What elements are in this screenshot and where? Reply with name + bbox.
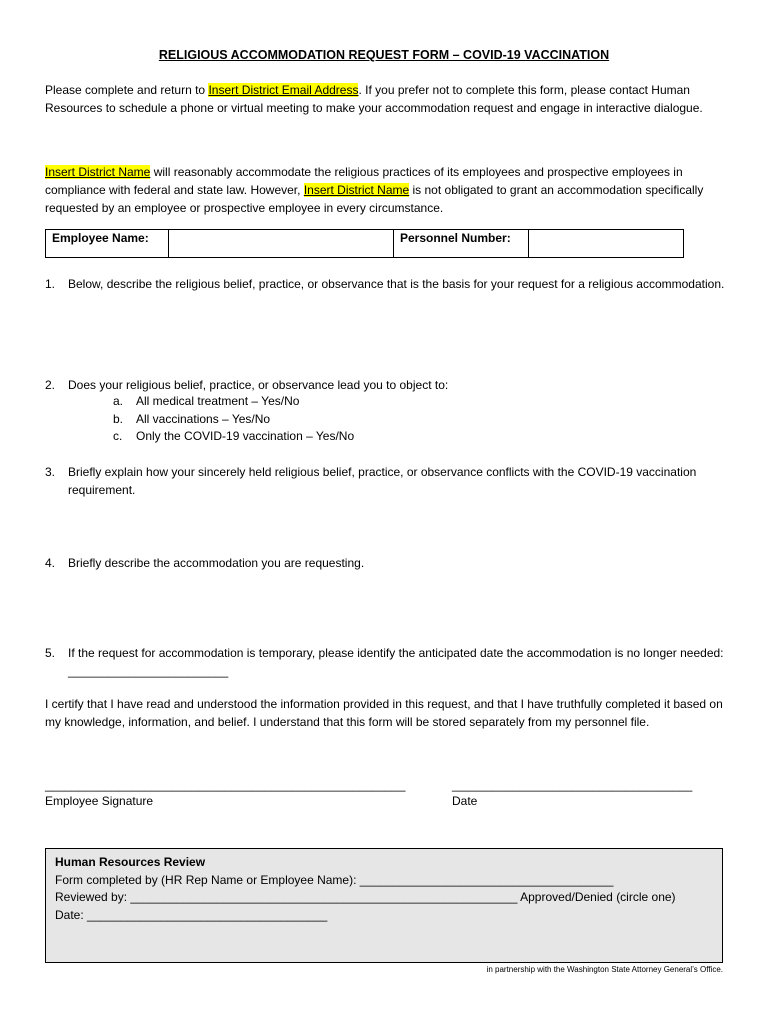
option-text: All vaccinations – Yes/No xyxy=(136,411,271,426)
hr-date-line[interactable]: Date: ____________________________________ xyxy=(55,907,328,922)
question-number: 4. xyxy=(45,556,56,570)
district-name-placeholder: Insert District Name xyxy=(45,165,151,179)
intro-paragraph xyxy=(45,81,725,117)
option-text: All medical treatment – Yes/No xyxy=(136,394,300,408)
option-c xyxy=(113,428,354,446)
question-text: Below, describe the religious belief, practice, or observance that is the basis for your request for a religious accommodation. xyxy=(68,277,725,291)
question-1 xyxy=(45,275,735,293)
question-text: Briefly explain how your sincerely held religious belief, practice, or observance conflicts with the COVID-19 vaccination requirement. xyxy=(68,465,697,497)
intro-text-start: Please complete and return to xyxy=(45,83,209,97)
hr-review-box xyxy=(45,848,723,963)
policy-text-middle: will reasonably accommodate the religious practices of its employees and prospective employees in compliance with federal and state law. However, xyxy=(45,165,683,197)
question-text: Briefly describe the accommodation you are requesting. xyxy=(68,556,365,570)
footer-credit: in partnership with the Washington State Attorney General’s Office. xyxy=(486,965,723,974)
employee-name-label: Employee Name: xyxy=(46,230,169,258)
personnel-number-field[interactable] xyxy=(529,230,684,258)
personnel-number-label: Personnel Number: xyxy=(394,230,529,258)
hr-review-heading: Human Resources Review xyxy=(55,855,206,869)
question-number: 2. xyxy=(45,378,56,392)
district-email-placeholder: Insert District Email Address xyxy=(208,83,359,97)
option-letter: a. xyxy=(113,394,124,408)
question-2-options xyxy=(113,393,354,446)
question-number: 5. xyxy=(45,646,56,660)
date-label: Date xyxy=(452,794,478,808)
employee-info-table xyxy=(45,229,684,258)
question-text: Does your religious belief, practice, or observance lead you to object to: xyxy=(68,378,449,392)
option-b xyxy=(113,411,354,429)
question-2 xyxy=(45,376,735,394)
form-title: RELIGIOUS ACCOMMODATION REQUEST FORM – COVID-19 VACCINATION xyxy=(158,48,610,62)
option-a xyxy=(113,393,354,411)
question-number: 3. xyxy=(45,465,56,479)
question-text: If the request for accommodation is temporary, please identify the anticipated date the accommodation is no longer needed: ________________________ xyxy=(68,646,724,678)
policy-text-end: is not obligated to grant an accommodation specifically requested by an employee or prospective employee in every circumstance. xyxy=(45,183,704,215)
option-letter: b. xyxy=(113,411,124,426)
certification-paragraph: I certify that I have read and understood the information provided in this request, and that I have truthfully completed it based on my knowledge, information, and belief. I understand that this form will be stored separately from my personnel file. xyxy=(45,697,723,729)
hr-form-completed-by-line[interactable]: Form completed by (HR Rep Name or Employee Name): ______________________________________ xyxy=(55,872,614,887)
hr-reviewed-by-line[interactable]: Reviewed by: __________________________________________________________ Approved/Denied (circle one) xyxy=(55,890,676,904)
signature-label: Employee Signature xyxy=(45,794,154,808)
option-letter: c. xyxy=(113,429,123,443)
question-number: 1. xyxy=(45,277,56,291)
option-text: Only the COVID-19 vaccination – Yes/No xyxy=(136,429,355,443)
question-5 xyxy=(45,644,735,680)
policy-paragraph xyxy=(45,163,725,217)
date-line[interactable]: ____________________________________ xyxy=(452,778,693,792)
question-4 xyxy=(45,554,735,572)
district-name-placeholder-2: Insert District Name xyxy=(303,183,410,197)
intro-text-end: . If you prefer not to complete this form, please contact Human Resources to schedule a phone or virtual meeting to make your accommodation request and engage in interactive dialogue. xyxy=(45,83,703,115)
question-3 xyxy=(45,463,735,499)
employee-name-field[interactable] xyxy=(169,230,394,258)
signature-line[interactable]: ______________________________________________________ xyxy=(45,778,406,792)
